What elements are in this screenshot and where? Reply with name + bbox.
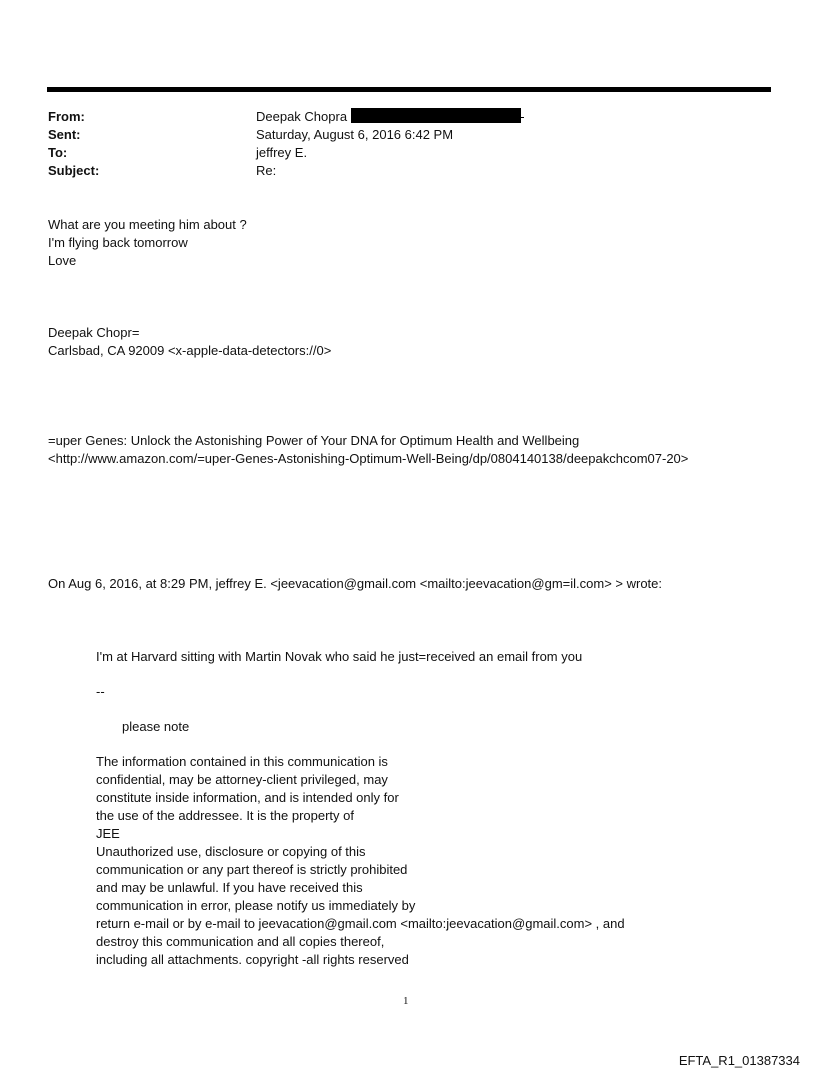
- book-link[interactable]: <http://www.amazon.com/=uper-Genes-Astonishing-Optimum-Well-Being/dp/0804140138/deepakchcom07-20>: [48, 451, 689, 466]
- signature-name: Deepak Chopr=: [48, 325, 140, 340]
- sent-value: Saturday, August 6, 2016 6:42 PM: [256, 127, 454, 142]
- disclaimer-line: the use of the addressee. It is the property of: [96, 808, 354, 823]
- quote-separator: --: [96, 684, 105, 699]
- disclaimer-line: communication in error, please notify us immediately by: [96, 898, 416, 913]
- header-rule: [47, 87, 771, 92]
- to-row: [48, 144, 748, 162]
- book-title: =uper Genes: Unlock the Astonishing Power of Your DNA for Optimum Health and Wellbeing: [48, 433, 580, 448]
- sent-row: [48, 126, 748, 144]
- disclaimer-line: JEE: [96, 826, 120, 841]
- disclaimer-line: The information contained in this communication is: [96, 754, 388, 769]
- body-line: Love: [48, 253, 77, 268]
- body-line: What are you meeting him about ?: [48, 217, 247, 232]
- from-label: From:: [48, 109, 85, 124]
- disclaimer-line: constitute inside information, and is intended only for: [96, 790, 399, 805]
- sender-name: Deepak Chopra: [256, 109, 348, 124]
- page-number: 1: [403, 995, 409, 1007]
- please-note: please note: [122, 719, 190, 734]
- disclaimer-line: return e-mail or by e-mail to jeevacation@gmail.com <mailto:jeevacation@gmail.com> , and: [96, 916, 625, 931]
- redaction-block: [351, 108, 521, 123]
- subject-value: Re:: [256, 163, 277, 178]
- from-row: [48, 108, 748, 126]
- quote-header: On Aug 6, 2016, at 8:29 PM, jeffrey E. <jeevacation@gmail.com <mailto:jeevacation@gm=il.com> > wrote:: [48, 576, 662, 591]
- disclaimer-line: Unauthorized use, disclosure or copying of this: [96, 844, 366, 859]
- sent-label: Sent:: [48, 127, 81, 142]
- document-id: EFTA_R1_01387334: [678, 1053, 800, 1068]
- disclaimer-line: confidential, may be attorney-client privileged, may: [96, 772, 388, 787]
- quoted-message: I'm at Harvard sitting with Martin Novak who said he just=received an email from you: [96, 649, 583, 664]
- subject-row: [48, 162, 748, 180]
- redaction-tick: [521, 117, 524, 118]
- body-line: I'm flying back tomorrow: [48, 235, 188, 250]
- to-label: To:: [48, 145, 68, 160]
- subject-label: Subject:: [48, 163, 100, 178]
- disclaimer-line: communication or any part thereof is strictly prohibited: [96, 862, 408, 877]
- from-value: [256, 108, 524, 126]
- disclaimer-line: and may be unlawful. If you have received this: [96, 880, 363, 895]
- disclaimer-line: including all attachments. copyright -all rights reserved: [96, 952, 409, 967]
- disclaimer-line: destroy this communication and all copies thereof,: [96, 934, 385, 949]
- to-value: jeffrey E.: [256, 145, 308, 160]
- signature-address: Carlsbad, CA 92009 <x-apple-data-detectors://0>: [48, 343, 332, 358]
